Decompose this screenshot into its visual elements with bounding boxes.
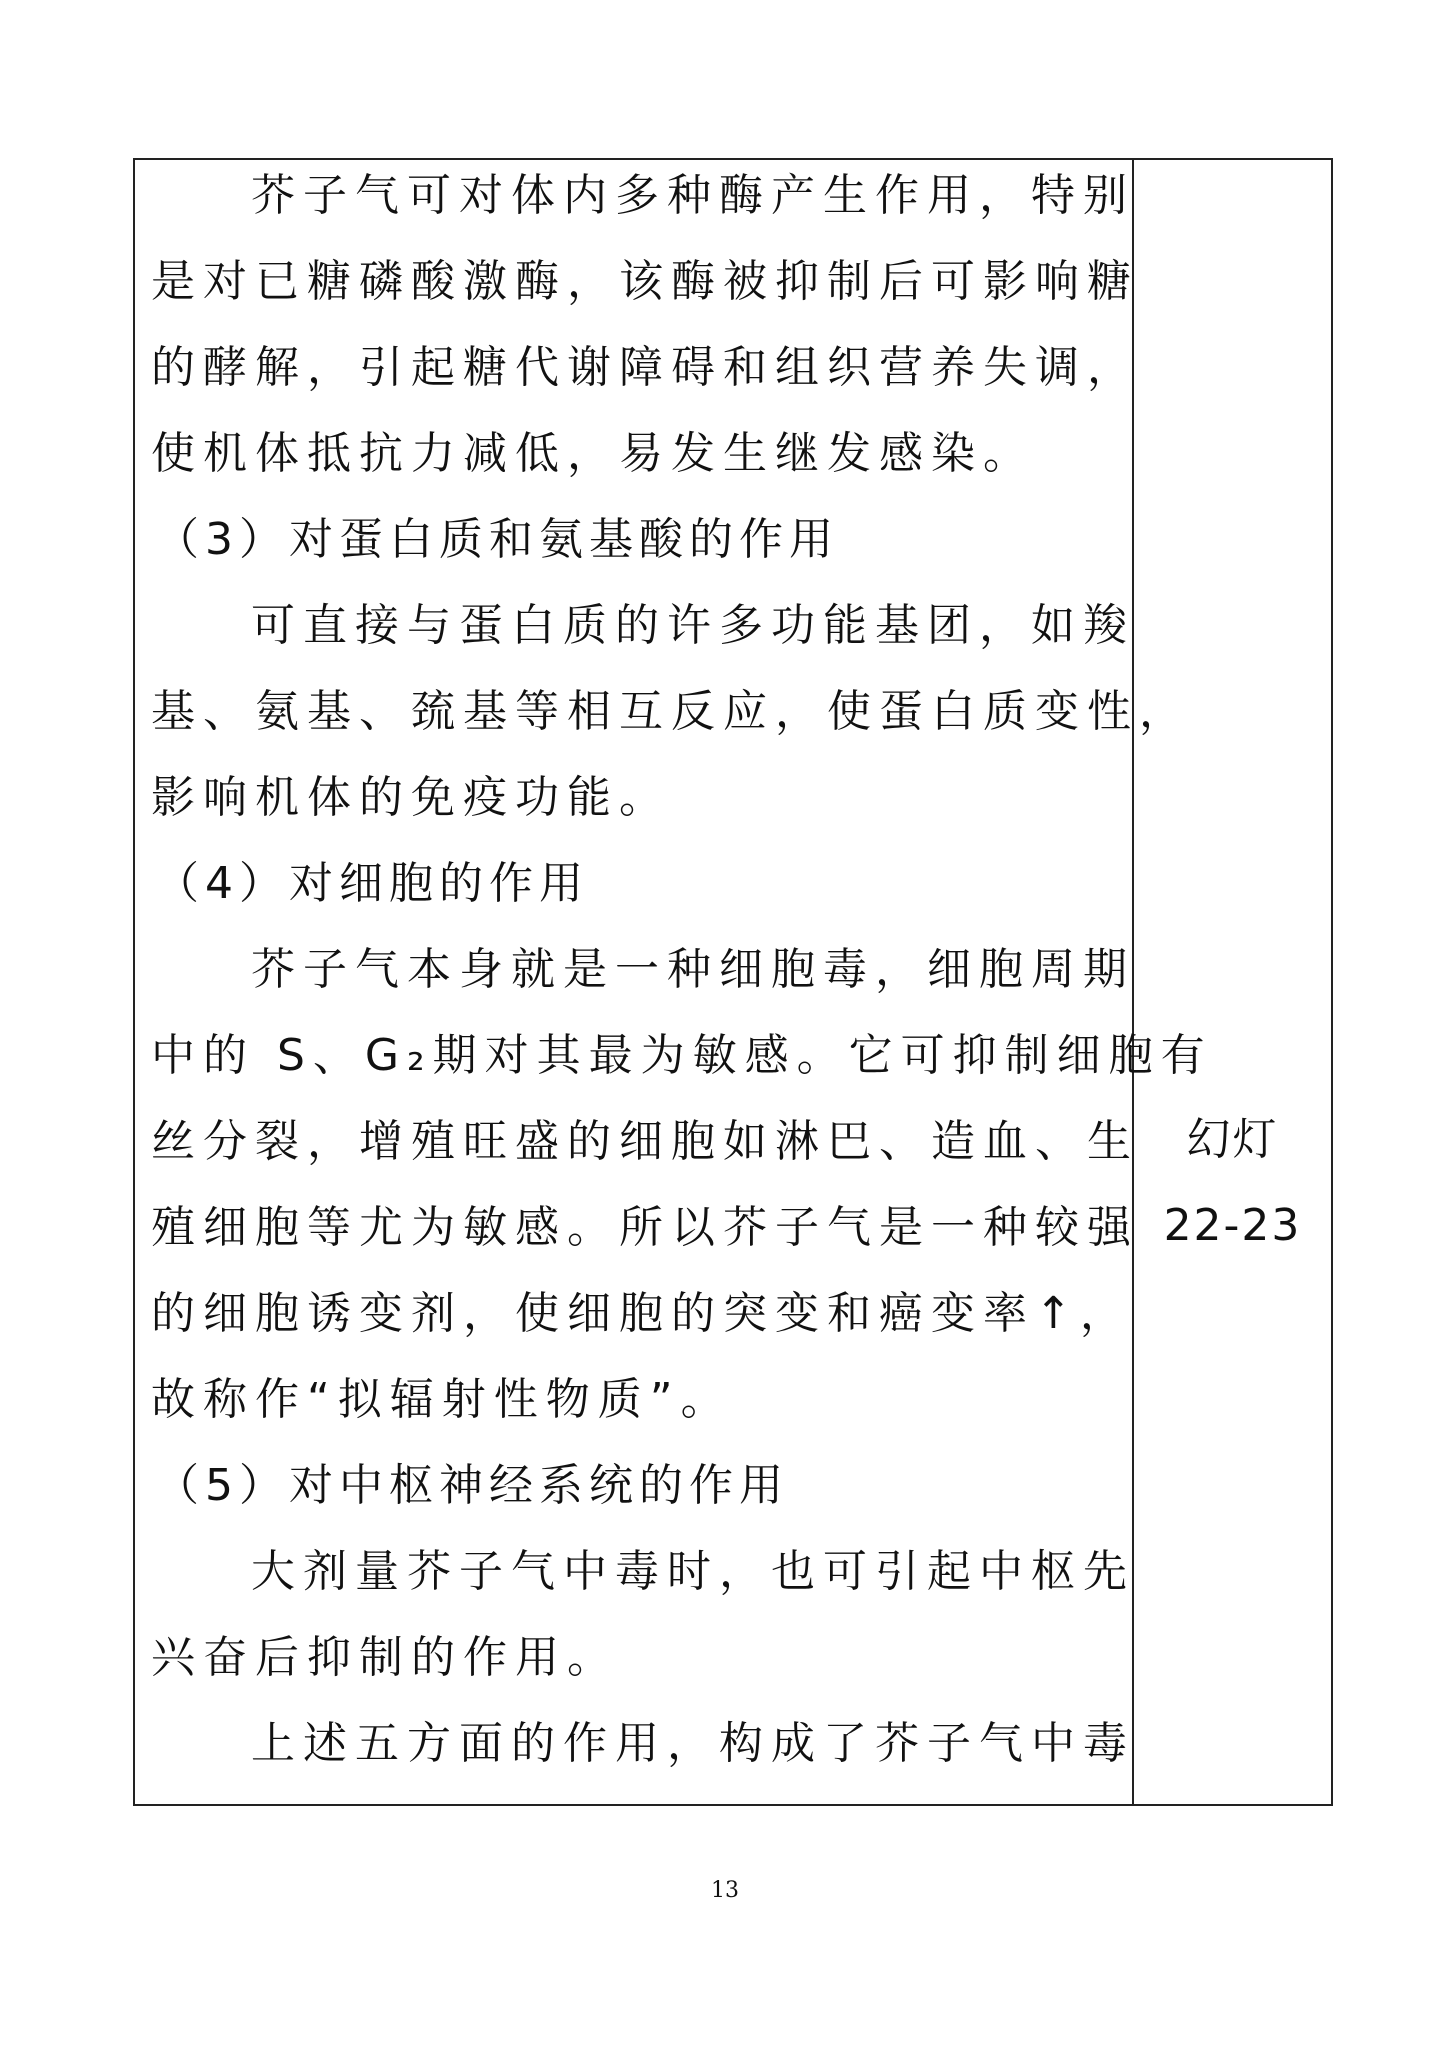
text-line: 大剂量芥子气中毒时，也可引起中枢先 — [251, 1546, 1135, 1597]
text-line: 的酵解，引起糖代谢障碍和组织营养失调， — [151, 342, 1139, 393]
slide-label: 幻灯 — [1186, 1114, 1279, 1165]
section-heading: （4）对细胞的作用 — [155, 858, 589, 909]
text-line: 丝分裂，增殖旺盛的细胞如淋巴、造血、生 — [151, 1116, 1139, 1167]
text-line: 是对已糖磷酸激酶，该酶被抑制后可影响糖 — [151, 256, 1139, 307]
text-line: 的细胞诱变剂，使细胞的突变和癌变率↑， — [151, 1288, 1132, 1339]
text-line: 基、氨基、巯基等相互反应，使蛋白质变性， — [151, 686, 1191, 737]
section-heading: （5）对中枢神经系统的作用 — [155, 1460, 789, 1511]
text-line: 兴奋后抑制的作用。 — [151, 1632, 619, 1683]
text-line: 可直接与蛋白质的许多功能基团，如羧 — [251, 600, 1135, 651]
text-line: 影响机体的免疫功能。 — [151, 772, 671, 823]
slide-range: 22-23 — [1163, 1200, 1302, 1251]
text-line: 使机体抵抗力减低，易发生继发感染。 — [151, 428, 1035, 479]
text-line: 芥子气本身就是一种细胞毒，细胞周期 — [251, 944, 1135, 995]
text-line: 上述五方面的作用，构成了芥子气中毒 — [251, 1718, 1135, 1769]
section-heading: （3）对蛋白质和氨基酸的作用 — [155, 514, 839, 565]
text-line: 芥子气可对体内多种酶产生作用，特别 — [251, 170, 1135, 221]
text-line: 殖细胞等尤为敏感。所以芥子气是一种较强 — [151, 1202, 1139, 1253]
text-line: 中的 S、G₂期对其最为敏感。它可抑制细胞有 — [151, 1030, 1213, 1081]
text-line: 故称作“拟辐射性物质”。 — [151, 1374, 733, 1425]
page-number: 13 — [711, 1878, 739, 1903]
content-cell — [135, 160, 1213, 1804]
notes-cell — [1134, 160, 1331, 1804]
lesson-table — [133, 158, 1333, 1806]
